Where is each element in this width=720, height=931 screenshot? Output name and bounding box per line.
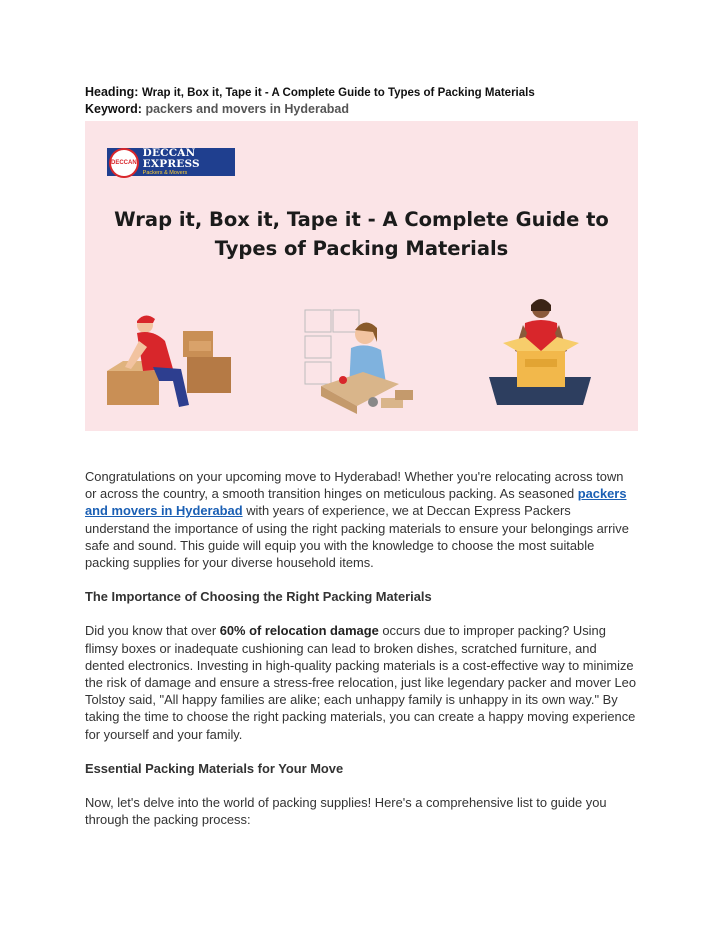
heading-value: Wrap it, Box it, Tape it - A Complete Guide to Types of Packing Materials bbox=[141, 87, 535, 99]
document-page bbox=[85, 84, 638, 828]
woman-taping-box-illustration bbox=[303, 306, 423, 416]
intro-text-before-link: Congratulations on your upcoming move to Hyderabad! Whether you're relocating across town or across the country, a smooth transition hinges on meticulous packing. As seasoned bbox=[85, 469, 624, 502]
keyword-label: Keyword: bbox=[85, 102, 142, 116]
intro-text-after-link: with years of experience, we at Deccan Express Packers understand the importance of using the right packing materials to ensure your belongings arrive safe and sound. This guide will equip you with the knowledge to choose the most suitable packing supplies for your diverse household items. bbox=[85, 503, 629, 571]
person-with-open-box-illustration bbox=[485, 293, 595, 411]
section1-bold-stat: 60% of relocation damage bbox=[219, 623, 379, 639]
packers-movers-hyderabad-link[interactable]: packers and movers in Hyderabad bbox=[85, 486, 627, 519]
section2-paragraph: Now, let's delve into the world of packing supplies! Here's a comprehensive list to guide you through the packing process: bbox=[85, 795, 607, 828]
logo-sub-text: Packers & Movers bbox=[142, 169, 188, 176]
heading-meta bbox=[85, 84, 638, 101]
logo-badge-text: DECCAN bbox=[111, 160, 137, 166]
logo-badge-icon bbox=[109, 148, 139, 178]
keyword-meta bbox=[85, 101, 638, 117]
banner-title-line2: Types of Packing Materials bbox=[214, 237, 509, 260]
banner-title-line1: Wrap it, Box it, Tape it - A Complete Guide to bbox=[114, 208, 609, 231]
deccan-express-logo bbox=[107, 148, 235, 176]
person-packing-boxes-illustration bbox=[103, 311, 238, 411]
heading-label: Heading: bbox=[85, 85, 139, 99]
intro-paragraph bbox=[85, 468, 638, 571]
section1-text-before-bold: Did you know that over bbox=[85, 623, 220, 639]
section1-text-after-bold: occurs due to improper packing? Using flimsy boxes or inadequate cushioning can lead to broken dishes, scratched furniture, and dented electronics. Investing in high-quality packing materials is a cost-effective way to minimize the risk of damage and ensure a stress-free relocation, just like legendary packer and mover Leo Tolstoy said, "All happy families are alike; each unhappy family is unhappy in its own way." By taking the time to choose the right packing materials, you can create a happy moving experience for yourself and your family. bbox=[85, 623, 637, 742]
banner-title bbox=[85, 205, 638, 263]
hero-banner-image bbox=[85, 121, 638, 431]
section1-paragraph bbox=[85, 622, 638, 742]
logo-brand-text: DECCAN EXPRESS bbox=[142, 146, 200, 170]
keyword-value: packers and movers in Hyderabad bbox=[145, 102, 349, 116]
section1-heading: The Importance of Choosing the Right Packing Materials bbox=[85, 589, 432, 605]
section2-heading: Essential Packing Materials for Your Move bbox=[85, 760, 344, 776]
